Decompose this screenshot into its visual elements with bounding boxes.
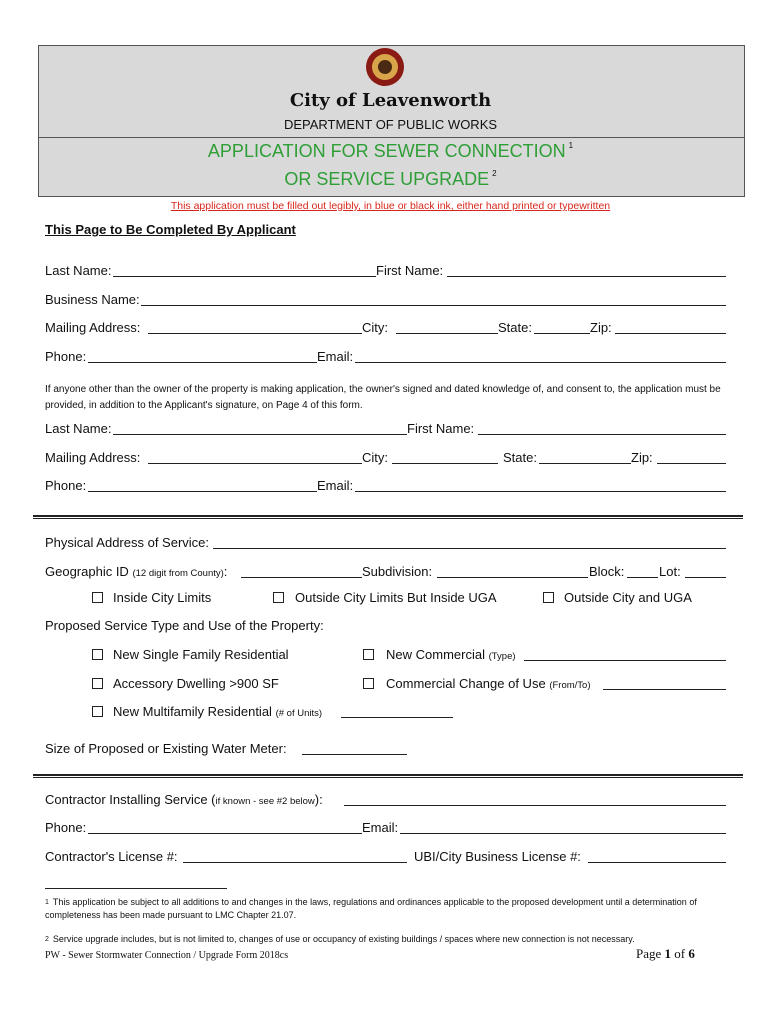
proposed-service-type-label: Proposed Service Type and Use of the Property:: [45, 618, 324, 633]
applicant-email-label: Email:: [317, 349, 354, 364]
new-multifamily-checkbox[interactable]: [92, 706, 103, 717]
owner-phone-field[interactable]: [88, 491, 317, 492]
owner-last-name-label: Last Name:: [45, 421, 112, 436]
applicant-state-label: State:: [498, 320, 532, 335]
applicant-zip-field[interactable]: [615, 333, 726, 334]
accessory-dwelling-label: Accessory Dwelling >900 SF: [113, 676, 279, 691]
department-name: DEPARTMENT OF PUBLIC WORKS: [283, 117, 498, 132]
applicant-zip-label: Zip:: [590, 320, 612, 335]
owner-first-name-label: First Name:: [407, 421, 475, 436]
applicant-first-name-label: First Name:: [376, 263, 444, 278]
contractor-phone-label: Phone:: [45, 820, 87, 835]
accessory-dwelling-checkbox[interactable]: [92, 678, 103, 689]
applicant-section-heading: This Page to Be Completed By Applicant: [45, 222, 296, 237]
section-divider-thin: [33, 518, 743, 519]
geographic-id-field[interactable]: [241, 577, 362, 578]
new-multifamily-units-field[interactable]: [341, 717, 453, 718]
new-commercial-hint: (Type): [488, 651, 516, 662]
new-single-family-label: New Single Family Residential: [113, 647, 289, 662]
owner-mailing-address-field[interactable]: [148, 463, 362, 464]
owner-state-field[interactable]: [539, 463, 631, 464]
owner-zip-label: Zip:: [631, 450, 653, 465]
applicant-city-field[interactable]: [396, 333, 498, 334]
new-multifamily-label: New Multifamily Residential (# of Units): [113, 704, 323, 719]
geographic-id-label: Geographic ID (12 digit from County):: [45, 564, 228, 579]
new-commercial-label: New Commercial (Type): [386, 647, 516, 662]
commercial-change-checkbox[interactable]: [363, 678, 374, 689]
owner-last-name-field[interactable]: [113, 434, 407, 435]
section-divider: [33, 515, 743, 517]
contractor-email-label: Email:: [362, 820, 399, 835]
form-code: PW - Sewer Stormwater Connection / Upgrade Form 2018cs: [45, 950, 289, 961]
contractor-installing-label: Contractor Installing Service (if known - see #2 below):: [45, 792, 323, 807]
contractor-installing-field[interactable]: [344, 805, 726, 806]
outside-city-inside-uga-checkbox[interactable]: [273, 592, 284, 603]
footnote-ref-2: 2: [492, 169, 497, 178]
owner-phone-label: Phone:: [45, 478, 87, 493]
applicant-mailing-address-field[interactable]: [148, 333, 362, 334]
inside-city-checkbox[interactable]: [92, 592, 103, 603]
commercial-change-field[interactable]: [603, 689, 726, 690]
block-label: Block:: [589, 564, 625, 579]
water-meter-field[interactable]: [302, 754, 407, 755]
applicant-state-field[interactable]: [534, 333, 590, 334]
contractor-phone-field[interactable]: [88, 833, 362, 834]
applicant-phone-label: Phone:: [45, 349, 87, 364]
footnote-ref-1: 1: [568, 141, 574, 150]
new-single-family-checkbox[interactable]: [92, 649, 103, 660]
applicant-first-name-field[interactable]: [447, 276, 726, 277]
city-name: City of Leavenworth: [289, 90, 492, 111]
applicant-phone-field[interactable]: [88, 362, 317, 363]
physical-address-field[interactable]: [213, 548, 726, 549]
physical-address-label: Physical Address of Service:: [45, 535, 210, 550]
owner-email-field[interactable]: [355, 491, 726, 492]
owner-state-label: State:: [503, 450, 537, 465]
contractor-license-field[interactable]: [183, 862, 407, 863]
page-number: Page 1 of 6: [636, 946, 695, 961]
ink-notice: This application must be filled out legibly, in blue or black ink, either hand printed or typewritten: [170, 200, 611, 212]
commercial-change-label: Commercial Change of Use (From/To): [386, 676, 591, 691]
business-name-field[interactable]: [141, 305, 726, 306]
owner-email-label: Email:: [317, 478, 354, 493]
contractor-email-field[interactable]: [400, 833, 726, 834]
owner-first-name-field[interactable]: [478, 434, 726, 435]
city-seal-core: [378, 60, 392, 74]
owner-consent-note: If anyone other than the owner of the property is making application, the owner's signed and dated knowledge of, and consent to, the application must be provided, in addition to the Applicant's signature, on Page 4 of this form.: [45, 384, 721, 411]
outside-city-and-uga-checkbox[interactable]: [543, 592, 554, 603]
new-commercial-type-field[interactable]: [524, 660, 726, 661]
owner-city-field[interactable]: [392, 463, 498, 464]
outside-city-inside-uga-label: Outside City Limits But Inside UGA: [295, 590, 497, 605]
new-commercial-checkbox[interactable]: [363, 649, 374, 660]
ubi-license-label: UBI/City Business License #:: [414, 849, 581, 864]
applicant-last-name-field[interactable]: [113, 276, 376, 277]
applicant-last-name-label: Last Name:: [45, 263, 112, 278]
footnote-rule: [45, 888, 227, 889]
owner-mailing-address-label: Mailing Address:: [45, 450, 141, 465]
footnote-2: $^2$ Service upgrade includes, but is not limited to, changes of use or occupancy of existing buildings / spaces where new connection is not necessary.: [45, 934, 635, 944]
commercial-change-hint: (From/To): [549, 680, 591, 691]
section-divider-2-thin: [33, 777, 743, 778]
inside-city-label: Inside City Limits: [113, 590, 212, 605]
form-title-line2: OR SERVICE UPGRADE $^2$: [284, 169, 497, 189]
footnote-1: $^1$ This application be subject to all additions to and changes in the laws, regulations and ordinances applicable to the proposed development until a determination of completeness has been made pursuant to LMC Chapter 21.07.: [45, 897, 697, 920]
applicant-email-field[interactable]: [355, 362, 726, 363]
new-multifamily-hint: (# of Units): [275, 708, 323, 719]
geographic-id-hint: (12 digit from County): [132, 568, 224, 579]
water-meter-label: Size of Proposed or Existing Water Meter:: [45, 741, 287, 756]
block-field[interactable]: [627, 577, 658, 578]
subdivision-field[interactable]: [437, 577, 588, 578]
contractor-license-label: Contractor's License #:: [45, 849, 178, 864]
lot-field[interactable]: [685, 577, 726, 578]
business-name-label: Business Name:: [45, 292, 140, 307]
outside-city-and-uga-label: Outside City and UGA: [564, 590, 692, 605]
applicant-city-label: City:: [362, 320, 388, 335]
owner-zip-field[interactable]: [657, 463, 726, 464]
applicant-mailing-address-label: Mailing Address:: [45, 320, 141, 335]
section-divider-2: [33, 774, 743, 776]
owner-city-label: City:: [362, 450, 388, 465]
contractor-installing-hint: if known - see #2 below: [215, 796, 315, 807]
lot-label: Lot:: [659, 564, 681, 579]
ubi-license-field[interactable]: [588, 862, 726, 863]
form-title-line1: APPLICATION FOR SEWER CONNECTION $^1$: [207, 141, 574, 161]
subdivision-label: Subdivision:: [362, 564, 433, 579]
